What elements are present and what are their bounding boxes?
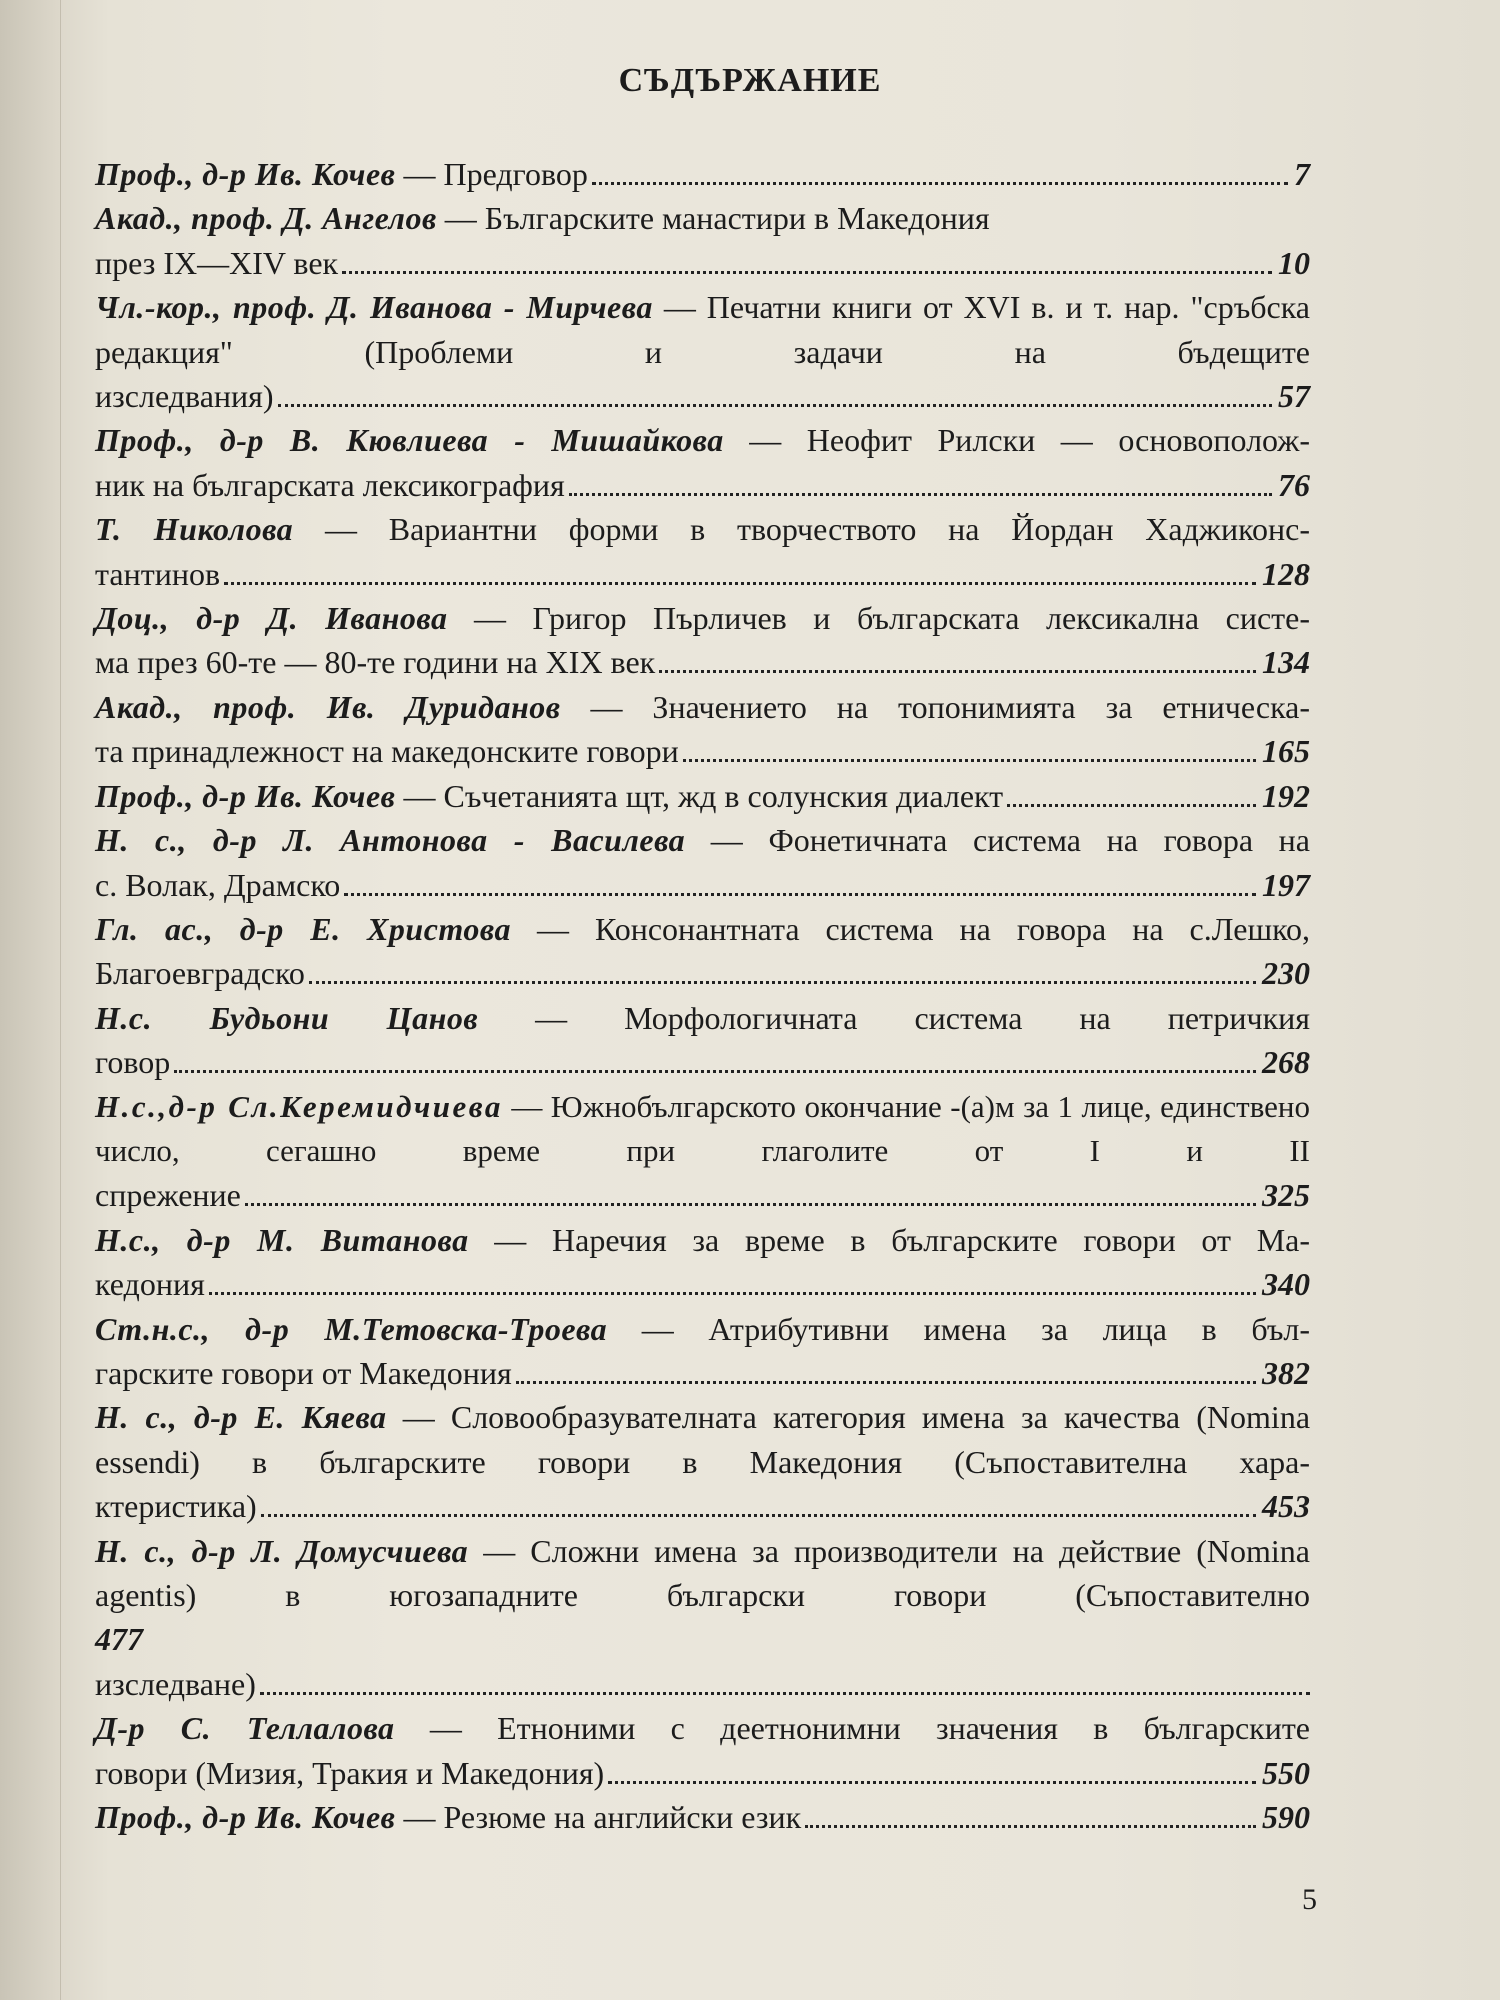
toc-title-continuation: та принадлежност на македонските говори — [95, 733, 679, 770]
dot-leader — [344, 893, 1256, 896]
toc-page-number: 230 — [1262, 955, 1310, 992]
toc-author: Проф., д-р Ив. Кочев — [95, 1799, 396, 1836]
toc-page-number: 550 — [1262, 1754, 1310, 1791]
toc-title-continuation: тантинов — [95, 555, 221, 592]
dot-leader — [683, 759, 1256, 762]
toc-entry: Н. с., д-р Е. Кяева — Словообразувателната категория имена за качества (Nomina essendi) в българските говори в Македония (Съпоставителна хара- ктеристика) 453 — [95, 1395, 1310, 1528]
toc-title: Словообразувателната категория имена за качества (Nomina essendi) в българските говори в Македония (Съпоставителна хара- — [95, 1399, 1311, 1480]
dot-leader — [659, 670, 1256, 673]
toc-page-number: 165 — [1262, 733, 1310, 770]
toc-entry: Н.с., д-р М. Витанова — Наречия за време в българските говори от Ма- кедония 340 — [95, 1218, 1310, 1307]
toc-entry: Н.с. Будьони Цанов — Морфологичната система на петричкия говор 268 — [95, 996, 1310, 1085]
toc-title-continuation: с. Волак, Драмско — [95, 866, 341, 903]
toc-page-number: 192 — [1262, 777, 1310, 814]
toc-title: Наречия за време в българските говори от Ма- — [552, 1221, 1311, 1258]
toc-title: Печатни книги от XVI в. и т. нар. "сръбска редакция" (Проблеми и задачи на бъдещите — [95, 289, 1311, 370]
toc-entry: Доц., д-р Д. Иванова — Григор Пърличев и българската лексикална систе- ма през 60-те — 80-те години на XIX век 134 — [95, 596, 1310, 685]
toc-title: Морфологичната система на петричкия — [624, 999, 1310, 1036]
toc-page-number: 128 — [1262, 555, 1310, 592]
toc-author: Чл.-кор., проф. Д. Иванова - Мирчева — [95, 289, 653, 326]
toc-author: Н. с., д-р Е. Кяева — [95, 1399, 387, 1436]
toc-title: Съчетанията щт, жд в солунския диалект — [443, 777, 1004, 814]
toc-page-number: 197 — [1262, 866, 1310, 903]
page-title: СЪДЪРЖАНИЕ — [618, 62, 882, 99]
toc-title: Григор Пърличев и българската лексикална систе- — [532, 600, 1311, 637]
dot-leader — [209, 1292, 1256, 1295]
dot-leader — [805, 1825, 1256, 1828]
toc-title: Атрибутивни имена за лица в бъл- — [708, 1310, 1311, 1347]
toc-entry: Д-р С. Теллалова — Етноними с деетнонимни значения в българските говори (Мизия, Тракия и Македония) 550 — [95, 1706, 1310, 1795]
page-number: 5 — [1302, 1883, 1317, 1916]
toc-title-continuation: изследване) — [95, 1665, 256, 1702]
toc-author: Н.с., д-р М. Витанова — [95, 1221, 469, 1258]
toc-author: Доц., д-р Д. Иванова — [95, 600, 448, 637]
toc-entry: Н. с., д-р Л. Домусчиева — Сложни имена за производители на действие (Nomina agentis) в югозападните български говори (Съпоставително 477 изследване) — [95, 1529, 1310, 1707]
toc-page-number: 268 — [1262, 1044, 1310, 1081]
table-of-contents — [95, 152, 1310, 1839]
toc-page-number: 382 — [1262, 1354, 1310, 1391]
toc-title-continuation: кедония — [95, 1266, 205, 1303]
toc-title: Значението на топонимията за етническа- — [652, 688, 1311, 725]
toc-title: Консонантната система на говора на с.Лешко, — [594, 910, 1311, 947]
toc-title: Етноними с деетнонимни значения в българските — [497, 1710, 1311, 1747]
toc-title: Сложни имена за производители на действие (Nomina agentis) в югозападните български говори (Съпоставително — [95, 1532, 1311, 1613]
toc-title: Резюме на английски език — [443, 1799, 802, 1836]
toc-entry: Проф., д-р Ив. Кочев — Резюме на английски език 590 — [95, 1795, 1310, 1839]
toc-author: Т. Николова — [95, 511, 294, 548]
toc-page-number: 590 — [1262, 1799, 1310, 1836]
toc-entry: Проф., д-р Ив. Кочев — Предговор 7 — [95, 152, 1310, 196]
toc-entry: Н. с., д-р Л. Антонова - Василева — Фонетичната система на говора на с. Волак, Драмско 197 — [95, 818, 1310, 907]
toc-title: Предговор — [443, 156, 588, 192]
dot-leader — [342, 271, 1272, 274]
toc-page-number: 57 — [1278, 378, 1310, 415]
toc-entry: Ст.н.с., д-р М.Тетовска-Троева — Атрибутивни имена за лица в бъл- гарските говори от Македония 382 — [95, 1307, 1310, 1396]
toc-entry: Гл. ас., д-р Е. Христова — Консонантната система на говора на с.Лешко, Благоевградско 230 — [95, 907, 1310, 996]
toc-author: Н.с. Будьони Цанов — [95, 999, 479, 1036]
facing-page-edge — [0, 0, 61, 2000]
toc-page-number: 340 — [1262, 1266, 1310, 1303]
toc-author: Д-р С. Теллалова — [95, 1710, 395, 1747]
toc-page-number: 325 — [1262, 1177, 1310, 1214]
toc-author: Проф., д-р В. Кювлиева - Мишайкова — [95, 422, 724, 459]
toc-author: Проф., д-р Ив. Кочев — [95, 777, 396, 814]
toc-entry: Проф., д-р В. Кювлиева - Мишайкова — Неофит Рилски — основополож- ник на българската лексикография 76 — [95, 418, 1310, 507]
toc-entry: Акад., проф. Ив. Дуриданов — Значението на топонимията за етническа- та принадлежност на македонските говори 165 — [95, 685, 1310, 774]
toc-author: Н.с.,д-р Сл.Керемидчиева — [95, 1088, 503, 1124]
toc-page-number: 10 — [1278, 244, 1310, 281]
toc-title-continuation: гарските говори от Македония — [95, 1354, 512, 1391]
toc-title-continuation: говор — [95, 1044, 171, 1081]
dot-leader — [1007, 804, 1256, 807]
toc-author: Акад., проф. Д. Ангелов — [95, 200, 437, 237]
toc-title: Неофит Рилски — основополож- — [806, 422, 1311, 459]
toc-author: Акад., проф. Ив. Дуриданов — [95, 688, 561, 725]
toc-entry: Акад., проф. Д. Ангелов — Българските манастири в Македония през IX—XIV век 10 — [95, 196, 1310, 285]
toc-title-continuation: изследвания) — [95, 378, 274, 415]
toc-title-continuation: ктеристика) — [95, 1488, 257, 1525]
toc-title-continuation: говори (Мизия, Тракия и Македония) — [95, 1754, 605, 1791]
toc-author: Проф., д-р Ив. Кочев — [95, 156, 396, 192]
toc-author: Гл. ас., д-р Е. Христова — [95, 910, 511, 947]
toc-page-number: 7 — [1294, 156, 1310, 192]
toc-entry: Проф., д-р Ив. Кочев — Съчетанията щт, жд в солунския диалект 192 — [95, 774, 1310, 818]
toc-page-number: 477 — [95, 1621, 143, 1658]
toc-title: Фонетичната система на говора на — [768, 822, 1310, 859]
toc-title-continuation: ник на българската лексикография — [95, 466, 565, 503]
toc-page-number: 134 — [1262, 644, 1310, 681]
toc-title-continuation: през IX—XIV век — [95, 244, 339, 281]
dot-leader — [278, 404, 1272, 407]
dot-leader — [224, 582, 1256, 585]
toc-title: Вариантни форми в творчеството на Йордан Хаджиконс- — [388, 511, 1311, 548]
dot-leader — [309, 981, 1256, 984]
toc-page-number: 76 — [1278, 466, 1310, 503]
toc-title-continuation: спрежение — [95, 1177, 241, 1214]
toc-title-continuation: ма през 60-те — 80-те години на XIX век — [95, 644, 656, 681]
toc-entry: Т. Николова — Вариантни форми в творчеството на Йордан Хаджиконс- тантинов 128 — [95, 507, 1310, 596]
dot-leader — [245, 1203, 1256, 1206]
dot-leader — [260, 1692, 1310, 1695]
dot-leader — [516, 1381, 1256, 1384]
dot-leader — [174, 1070, 1256, 1073]
toc-page-number: 453 — [1262, 1488, 1310, 1525]
toc-title: Южнобългарското окончание -(а)м за 1 лице, единствено число, сегашно време при глаголите от I и II — [95, 1088, 1310, 1168]
dot-leader — [261, 1514, 1256, 1517]
toc-entry: Н.с.,д-р Сл.Керемидчиева — Южнобългарското окончание -(а)м за 1 лице, единствено число, сегашно време при глаголите от I и II спрежение 325 — [95, 1085, 1310, 1218]
toc-author: Н. с., д-р Л. Домусчиева — [95, 1532, 469, 1569]
toc-author: Ст.н.с., д-р М.Тетовска-Троева — [95, 1310, 608, 1347]
toc-title-continuation: Благоевградско — [95, 955, 305, 992]
dot-leader — [569, 493, 1272, 496]
toc-author: Н. с., д-р Л. Антонова - Василева — [95, 822, 686, 859]
dot-leader — [608, 1781, 1256, 1784]
dot-leader — [592, 182, 1288, 185]
toc-entry: Чл.-кор., проф. Д. Иванова - Мирчева — Печатни книги от XVI в. и т. нар. "сръбска редакция" (Проблеми и задачи на бъдещите изследвания) 57 — [95, 285, 1310, 418]
toc-title: Българските манастири в Македония — [484, 200, 990, 237]
